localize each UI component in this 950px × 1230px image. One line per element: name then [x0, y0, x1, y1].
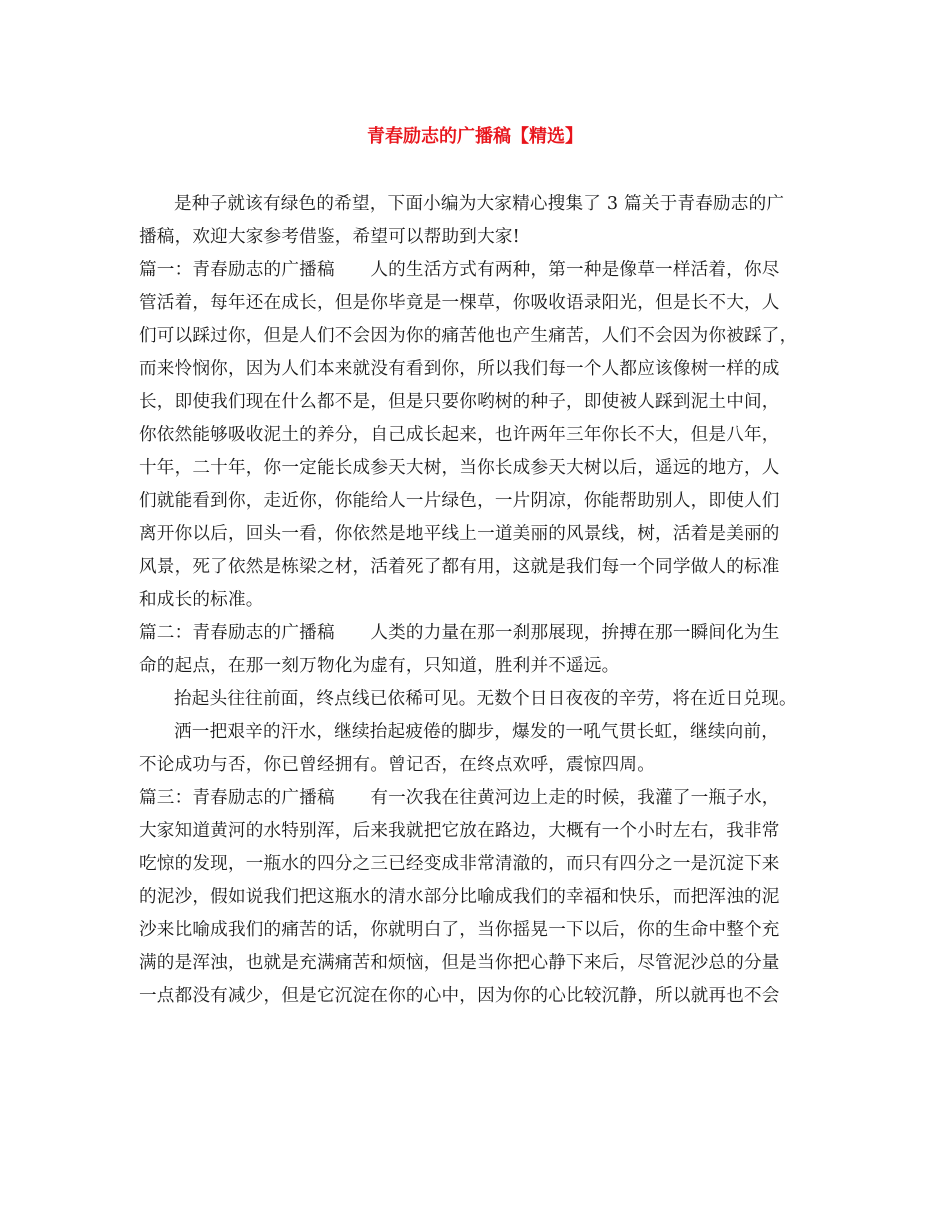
document-body	[139, 188, 829, 1013]
text-line: 篇一：青春励志的广播稿 人的生活方式有两种，第一种是像草一样活着，你尽	[139, 260, 780, 280]
text-line: 而来怜悯你，因为人们本来就没有看到你，所以我们每一个人都应该像树一样的成	[139, 359, 780, 379]
text-line: 是种子就该有绿色的希望，下面小编为大家精心搜集了 3 篇关于青春励志的广	[174, 194, 785, 214]
text-line: 篇三：青春励志的广播稿 有一次我在往黄河边上走的时候，我灌了一瓶子水，	[139, 788, 780, 808]
text-line: 管活着，每年还在成长，但是你毕竟是一棵草，你吸收语录阳光，但是长不大，人	[139, 293, 780, 313]
text-line: 你依然能够吸收泥土的养分，自己成长起来，也许两年三年你长不大，但是八年，	[139, 425, 780, 445]
text-line: 不论成功与否，你已曾经拥有。曾记否，在终点欢呼，震惊四周。	[139, 755, 656, 775]
text-line: 们就能看到你，走近你，你能给人一片绿色，一片阴凉，你能帮助别人，即使人们	[139, 491, 780, 511]
text-line: 命的起点，在那一刻万物化为虚有，只知道，胜利并不遥远。	[139, 656, 620, 676]
text-line: 十年，二十年，你一定能长成参天大树，当你长成参天大树以后，遥远的地方，人	[139, 458, 780, 478]
text-line: 大家知道黄河的水特别浑，后来我就把它放在路边，大概有一个小时左右，我非常	[139, 821, 780, 841]
text-line: 们可以踩过你，但是人们不会因为你的痛苦他也产生痛苦，人们不会因为你被踩了，	[139, 326, 798, 346]
text-line: 离开你以后，回头一看，你依然是地平线上一道美丽的风景线，树，活着是美丽的	[139, 524, 780, 544]
text-line: 风景，死了依然是栋梁之材，活着死了都有用，这就是我们每一个同学做人的标准	[139, 557, 780, 577]
text-line: 沙来比喻成我们的痛苦的话，你就明白了，当你摇晃一下以后，你的生命中整个充	[139, 920, 780, 940]
text-line: 吃惊的发现，一瓶水的四分之三已经变成非常清澈的，而只有四分之一是沉淀下来	[139, 854, 780, 874]
text-line: 满的是浑浊，也就是充满痛苦和烦恼，但是当你把心静下来后，尽管泥沙总的分量	[139, 953, 780, 973]
text-line: 一点都没有减少，但是它沉淀在你的心中，因为你的心比较沉静，所以就再也不会	[139, 986, 780, 1006]
text-line: 长，即使我们现在什么都不是，但是只要你哟树的种子，即使被人踩到泥土中间，	[139, 392, 780, 412]
document-title: 青春励志的广播稿【精选】	[367, 126, 583, 147]
text-line: 洒一把艰辛的汗水，继续抬起疲倦的脚步，爆发的一吼气贯长虹，继续向前，	[174, 722, 779, 742]
text-line: 的泥沙，假如说我们把这瓶水的清水部分比喻成我们的幸福和快乐，而把浑浊的泥	[139, 887, 780, 907]
text-line: 抬起头往往前面，终点线已依稀可见。无数个日日夜夜的辛劳，将在近日兑现。	[174, 689, 797, 709]
text-line: 篇二：青春励志的广播稿 人类的力量在那一刹那展现，拚搏在那一瞬间化为生	[139, 623, 780, 643]
text-line: 播稿，欢迎大家参考借鉴，希望可以帮助到大家!	[139, 227, 520, 247]
text-line: 和成长的标准。	[139, 590, 264, 610]
